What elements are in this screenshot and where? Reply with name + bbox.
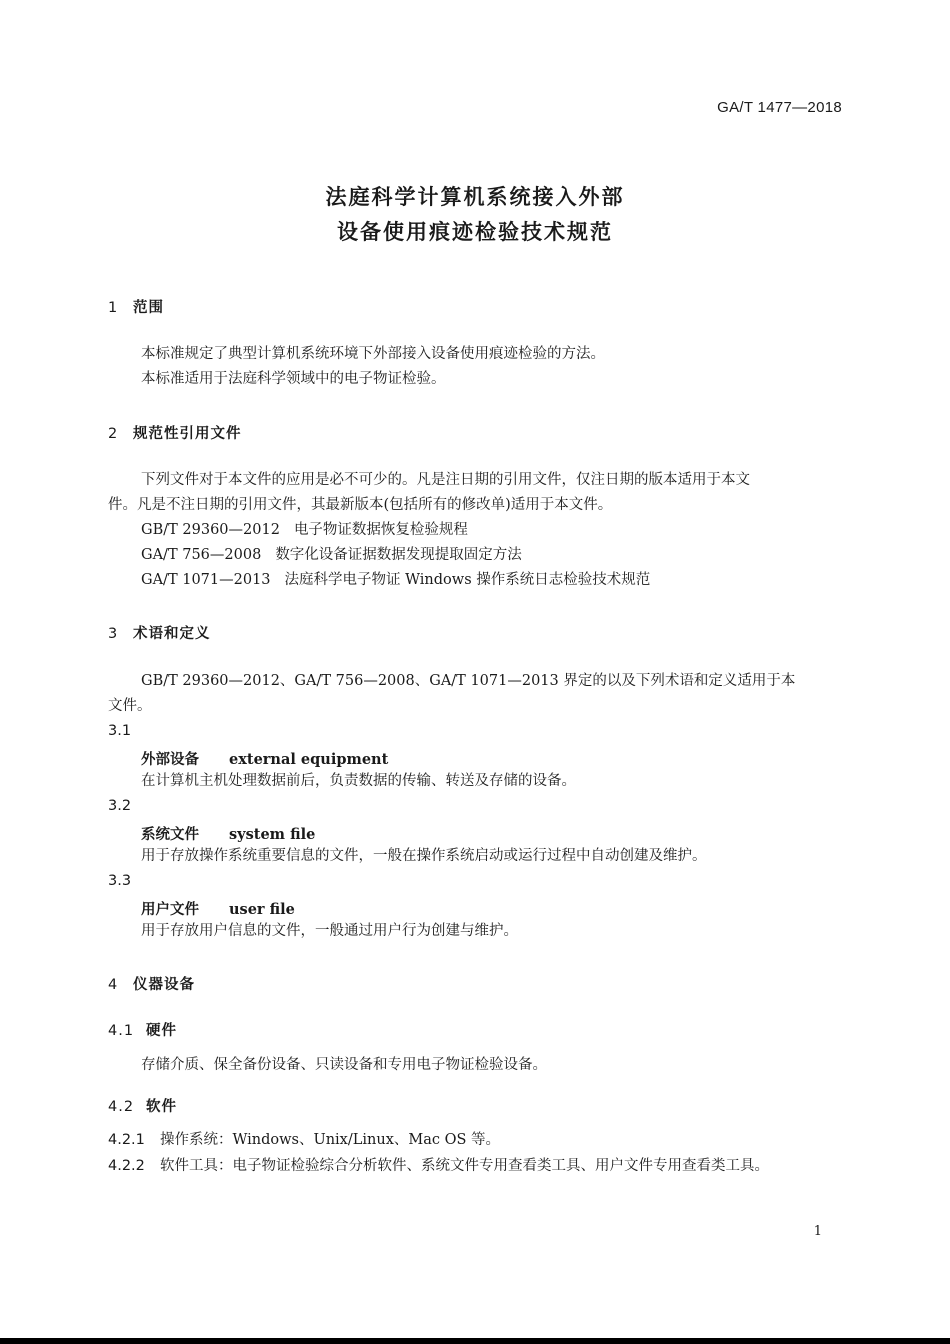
item-number: 4.2.2 (108, 1158, 145, 1174)
paragraph: 存储介质、保全备份设备、只读设备和专用电子物证检验设备。 (141, 1057, 547, 1073)
term-en: system file (229, 826, 316, 843)
reference-code: GB/T 29360—2012 (141, 522, 280, 538)
subsection-number: 4.1 (108, 1023, 135, 1039)
reference-code: GA/T 756—2008 (141, 547, 262, 563)
paragraph: 本标准适用于法庭科学领域中的电子物证检验。 (141, 371, 446, 387)
reference-code: GA/T 1071—2013 (141, 572, 271, 588)
paragraph: GB/T 29360—2012、GA/T 756—2008、GA/T 1071—2013 界定的以及下列术语和定义适用于本 (141, 673, 796, 689)
document-title-line1: 法庭科学计算机系统接入外部 (325, 185, 625, 209)
term-number: 3.1 (108, 723, 132, 739)
item-number: 4.2.1 (108, 1132, 145, 1148)
standard-code: GA/T 1477—2018 (717, 99, 842, 116)
section-1-heading (108, 296, 164, 317)
subsection-4-1-heading (108, 1019, 177, 1040)
reference-name: 电子物证数据恢复检验规程 (293, 522, 468, 538)
section-title: 仪器设备 (133, 977, 195, 993)
reference-item (108, 568, 876, 593)
subsection-title: 软件 (146, 1099, 177, 1115)
paragraph: 本标准规定了典型计算机系统环境下外部接入设备使用痕迹检验的方法。 (141, 346, 605, 362)
paragraph: 件。凡是不注日期的引用文件，其最新版本(包括所有的修改单)适用于本文件。 (108, 497, 613, 513)
section-number: 1 (108, 300, 119, 316)
term-number: 3.3 (108, 873, 132, 889)
section-number: 4 (108, 977, 119, 993)
paragraph: 下列文件对于本文件的应用是必不可少的。凡是注日期的引用文件，仅注日期的版本适用于本文 (141, 472, 750, 488)
term-zh: 外部设备 (141, 752, 199, 768)
page-number: 1 (813, 1224, 822, 1239)
list-item (108, 1154, 843, 1179)
reference-name: 数字化设备证据数据发现提取固定方法 (275, 547, 522, 563)
section-title: 规范性引用文件 (133, 426, 242, 442)
section-2-heading (108, 422, 242, 443)
section-title: 范围 (133, 300, 164, 316)
subsection-number: 4.2 (108, 1099, 135, 1115)
list-item (108, 1128, 843, 1153)
term-en: user file (229, 901, 295, 918)
section-number: 3 (108, 626, 119, 642)
term-heading (141, 748, 388, 769)
subsection-4-2-heading (108, 1095, 177, 1116)
item-text: 操作系统：Windows、Unix/Linux、Mac OS 等。 (160, 1132, 501, 1148)
term-en: external equipment (229, 751, 389, 768)
section-4-heading (108, 973, 195, 994)
subsection-title: 硬件 (146, 1023, 177, 1039)
term-definition: 用于存放用户信息的文件，一般通过用户行为创建与维护。 (141, 923, 518, 939)
bottom-border (0, 1338, 950, 1344)
term-zh: 用户文件 (141, 902, 199, 918)
term-heading (141, 898, 295, 919)
section-number: 2 (108, 426, 119, 442)
term-definition: 用于存放操作系统重要信息的文件，一般在操作系统启动或运行过程中自动创建及维护。 (141, 848, 707, 864)
section-3-heading (108, 622, 211, 643)
document-title-line2: 设备使用痕迹检验技术规范 (337, 220, 613, 244)
reference-name: 法庭科学电子物证 Windows 操作系统日志检验技术规范 (284, 572, 651, 588)
item-text: 软件工具：电子物证检验综合分析软件、系统文件专用查看类工具、用户文件专用查看类工具。 (160, 1158, 769, 1174)
reference-item (108, 543, 876, 568)
reference-item (108, 518, 876, 543)
paragraph: 文件。 (108, 698, 152, 714)
section-title: 术语和定义 (133, 626, 211, 642)
term-number: 3.2 (108, 798, 132, 814)
term-definition: 在计算机主机处理数据前后，负责数据的传输、转送及存储的设备。 (141, 773, 576, 789)
term-zh: 系统文件 (141, 827, 199, 843)
term-heading (141, 823, 315, 844)
